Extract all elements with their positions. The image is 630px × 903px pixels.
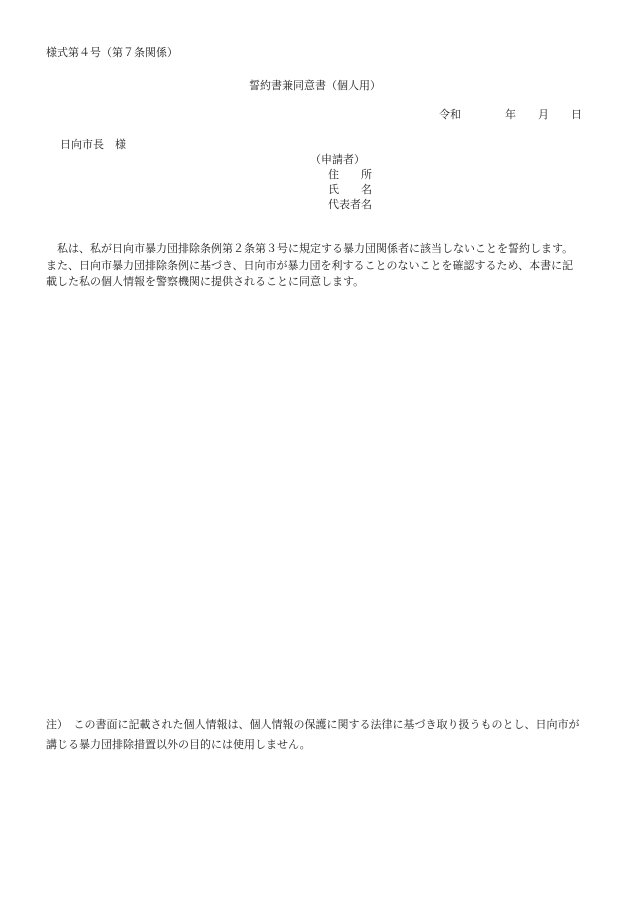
date-day-unit: 日: [571, 108, 582, 121]
pledge-body: [46, 241, 584, 291]
date-line: [439, 107, 582, 124]
date-year-unit: 年: [505, 108, 516, 121]
form-number: 様式第４号（第７条関係）: [46, 46, 178, 59]
privacy-note: 注） この書面に記載された個人情報は、個人情報の保護に関する法律に基づき取り扱うものとし、日向市が講じる暴力団排除措置以外の目的には使用しません。: [46, 718, 580, 752]
date-era: 令和: [439, 108, 461, 121]
consent-paragraph: また、日向市暴力団排除条例に基づき、日向市が暴力団を利することのないことを確認するため、本書に記載した私の個人情報を警察機関に提供されることに同意します。: [46, 258, 574, 288]
name-label: 氏 名: [328, 183, 372, 196]
pledge-paragraph: 私は、私が日向市暴力団排除条例第２条第３号に規定する暴力団関係者に該当しないことを誓約します。: [57, 242, 574, 255]
date-month-unit: 月: [538, 108, 549, 121]
applicant-label: （申請者）: [310, 153, 365, 166]
document-title: 誓約書兼同意書（個人用）: [249, 79, 381, 92]
representative-label: 代表者名: [328, 198, 372, 211]
addressee: 日向市長 様: [60, 138, 126, 151]
address-label: 住 所: [328, 168, 372, 181]
